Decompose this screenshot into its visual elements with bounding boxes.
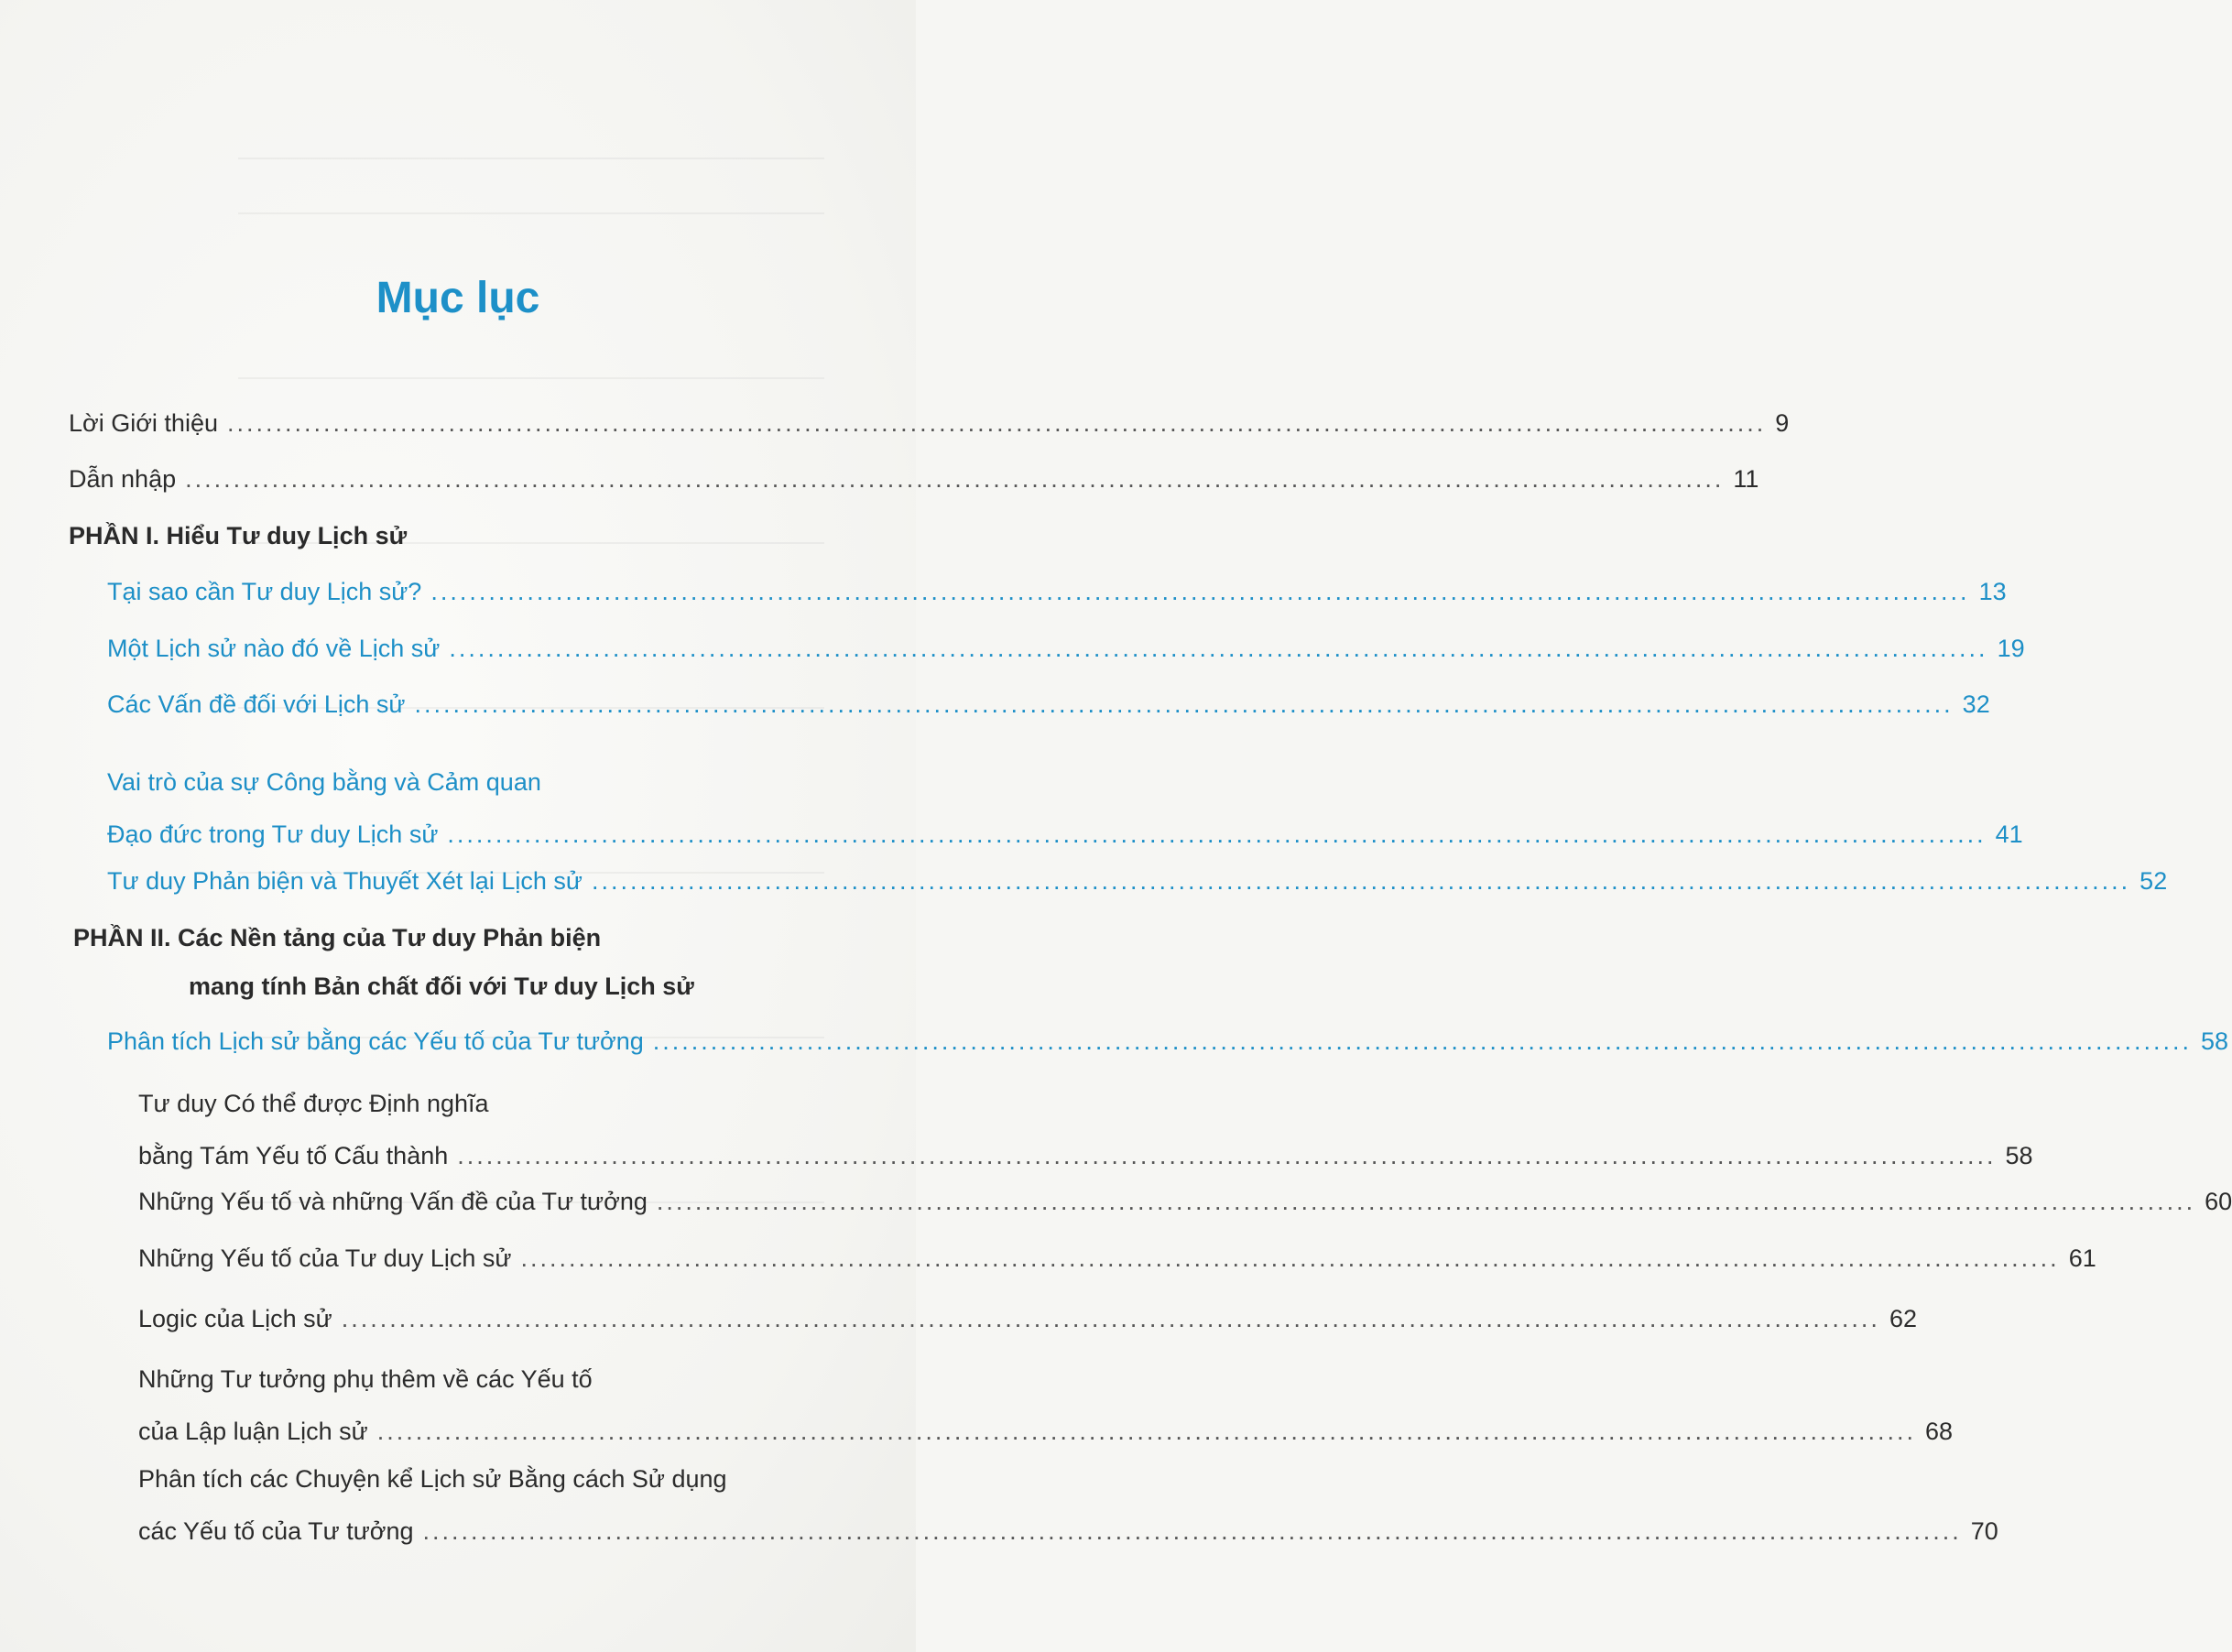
toc-entry-mot-lich-su[interactable] (107, 634, 2025, 663)
toc-entry-label: Dẫn nhập (69, 465, 177, 493)
dot-leader: ................................................................................................................................................................ (226, 409, 1767, 437)
toc-page-number: 62 (1889, 1305, 1917, 1332)
toc-entry-tu-duy-phan-bien[interactable] (107, 866, 2168, 896)
toc-page-number: 41 (1995, 821, 2023, 848)
toc-page-number: 58 (2201, 1027, 2229, 1055)
toc-entry-label: các Yếu tố của Tư tưởng (138, 1517, 414, 1545)
toc-entry-vai-tro[interactable] (107, 767, 2023, 849)
toc-entry-loi-gioi-thieu[interactable] (69, 408, 1790, 438)
toc-page-number: 19 (1997, 635, 2025, 662)
toc-entry-label: Phân tích Lịch sử bằng các Yếu tố của Tư tưởng (107, 1027, 644, 1055)
toc-page-number: 52 (2139, 867, 2168, 895)
show-through-line (238, 158, 824, 159)
toc-entry-label: Đạo đức trong Tư duy Lịch sử (107, 821, 439, 848)
toc-entry-label: Những Yếu tố và những Vấn đề của Tư tưởng (138, 1188, 648, 1215)
dot-leader: ................................................................................................................................................................ (341, 1305, 1880, 1332)
toc-entry-label: Tại sao cần Tư duy Lịch sử? (107, 578, 422, 605)
part-2-heading-line2: mang tính Bản chất đối với Tư duy Lịch sử (189, 973, 694, 1000)
toc-page-number: 61 (2068, 1244, 2096, 1272)
toc-entry-label: Các Vấn đề đối với Lịch sử (107, 690, 406, 718)
toc-entry-label: Những Yếu tố của Tư duy Lịch sử (138, 1244, 512, 1272)
toc-page-number: 70 (1970, 1517, 1998, 1545)
toc-entry-label-line1: Tư duy Có thể được Định nghĩa (138, 1090, 489, 1117)
toc-page-number: 68 (1924, 1418, 1954, 1445)
toc-entry-label: của Lập luận Lịch sử (138, 1418, 368, 1445)
toc-page-number: 9 (1775, 409, 1790, 437)
toc-entry-phan-tich-chuyen-ke[interactable] (138, 1464, 1998, 1546)
dot-leader: ................................................................................................................................................................ (430, 578, 1970, 605)
toc-entry-nhung-yeu-to-van-de[interactable] (138, 1187, 2232, 1216)
dot-leader: ................................................................................................................................................................ (414, 690, 1954, 718)
dot-leader: ................................................................................................................................................................ (591, 867, 2131, 895)
toc-entry-dan-nhap[interactable] (69, 464, 1759, 494)
toc-entry-nhung-yeu-to-tu-duy[interactable] (138, 1244, 2096, 1273)
dot-leader: ................................................................................................................................................................ (447, 821, 1987, 848)
page-title: Mục lục (376, 274, 540, 322)
dot-leader: ................................................................................................................................................................ (185, 465, 1725, 493)
dot-leader: ................................................................................................................................................................ (656, 1188, 2196, 1215)
toc-entry-label: Tư duy Phản biện và Thuyết Xét lại Lịch sử (107, 867, 582, 895)
show-through-line (238, 212, 824, 214)
toc-entry-tai-sao[interactable] (107, 577, 2007, 606)
toc-entry-label: Logic của Lịch sử (138, 1305, 332, 1332)
dot-leader: ................................................................................................................................................................ (652, 1027, 2193, 1055)
toc-entry-cac-van-de[interactable] (107, 690, 1990, 719)
dot-leader: ................................................................................................................................................................ (457, 1142, 1997, 1169)
toc-entry-tu-tuong-phu-them[interactable] (138, 1364, 1954, 1446)
dot-leader: ................................................................................................................................................................ (376, 1418, 1916, 1445)
toc-page-number: 58 (2005, 1142, 2033, 1169)
toc-entry-label-line1: Phân tích các Chuyện kể Lịch sử Bằng cách Sử dụng (138, 1465, 727, 1493)
toc-page-number: 13 (1978, 578, 2007, 605)
show-through-line (238, 377, 824, 379)
toc-entry-label: bằng Tám Yếu tố Cấu thành (138, 1142, 449, 1169)
dot-leader: ................................................................................................................................................................ (422, 1517, 1962, 1545)
dot-leader: ................................................................................................................................................................ (449, 635, 1988, 662)
toc-entry-label: Lời Giới thiệu (69, 409, 218, 437)
part-1-heading: PHẦN I. Hiểu Tư duy Lịch sử (69, 522, 408, 549)
toc-entry-label-line1: Vai trò của sự Công bằng và Cảm quan (107, 768, 541, 796)
toc-page-number: 60 (2205, 1188, 2232, 1215)
part-2-heading: PHẦN II. Các Nền tảng của Tư duy Phản biện (73, 924, 602, 951)
toc-entry-label: Một Lịch sử nào đó về Lịch sử (107, 635, 441, 662)
toc-entry-tu-duy-dinh-nghia[interactable] (138, 1089, 2033, 1170)
dot-leader: ................................................................................................................................................................ (520, 1244, 2060, 1272)
toc-page-number: 11 (1733, 465, 1759, 493)
toc-section-phan-tich[interactable] (107, 1027, 2229, 1056)
toc-entry-label-line1: Những Tư tưởng phụ thêm về các Yếu tố (138, 1365, 593, 1393)
toc-page-number: 32 (1962, 690, 1990, 718)
toc-entry-logic[interactable] (138, 1304, 1917, 1333)
